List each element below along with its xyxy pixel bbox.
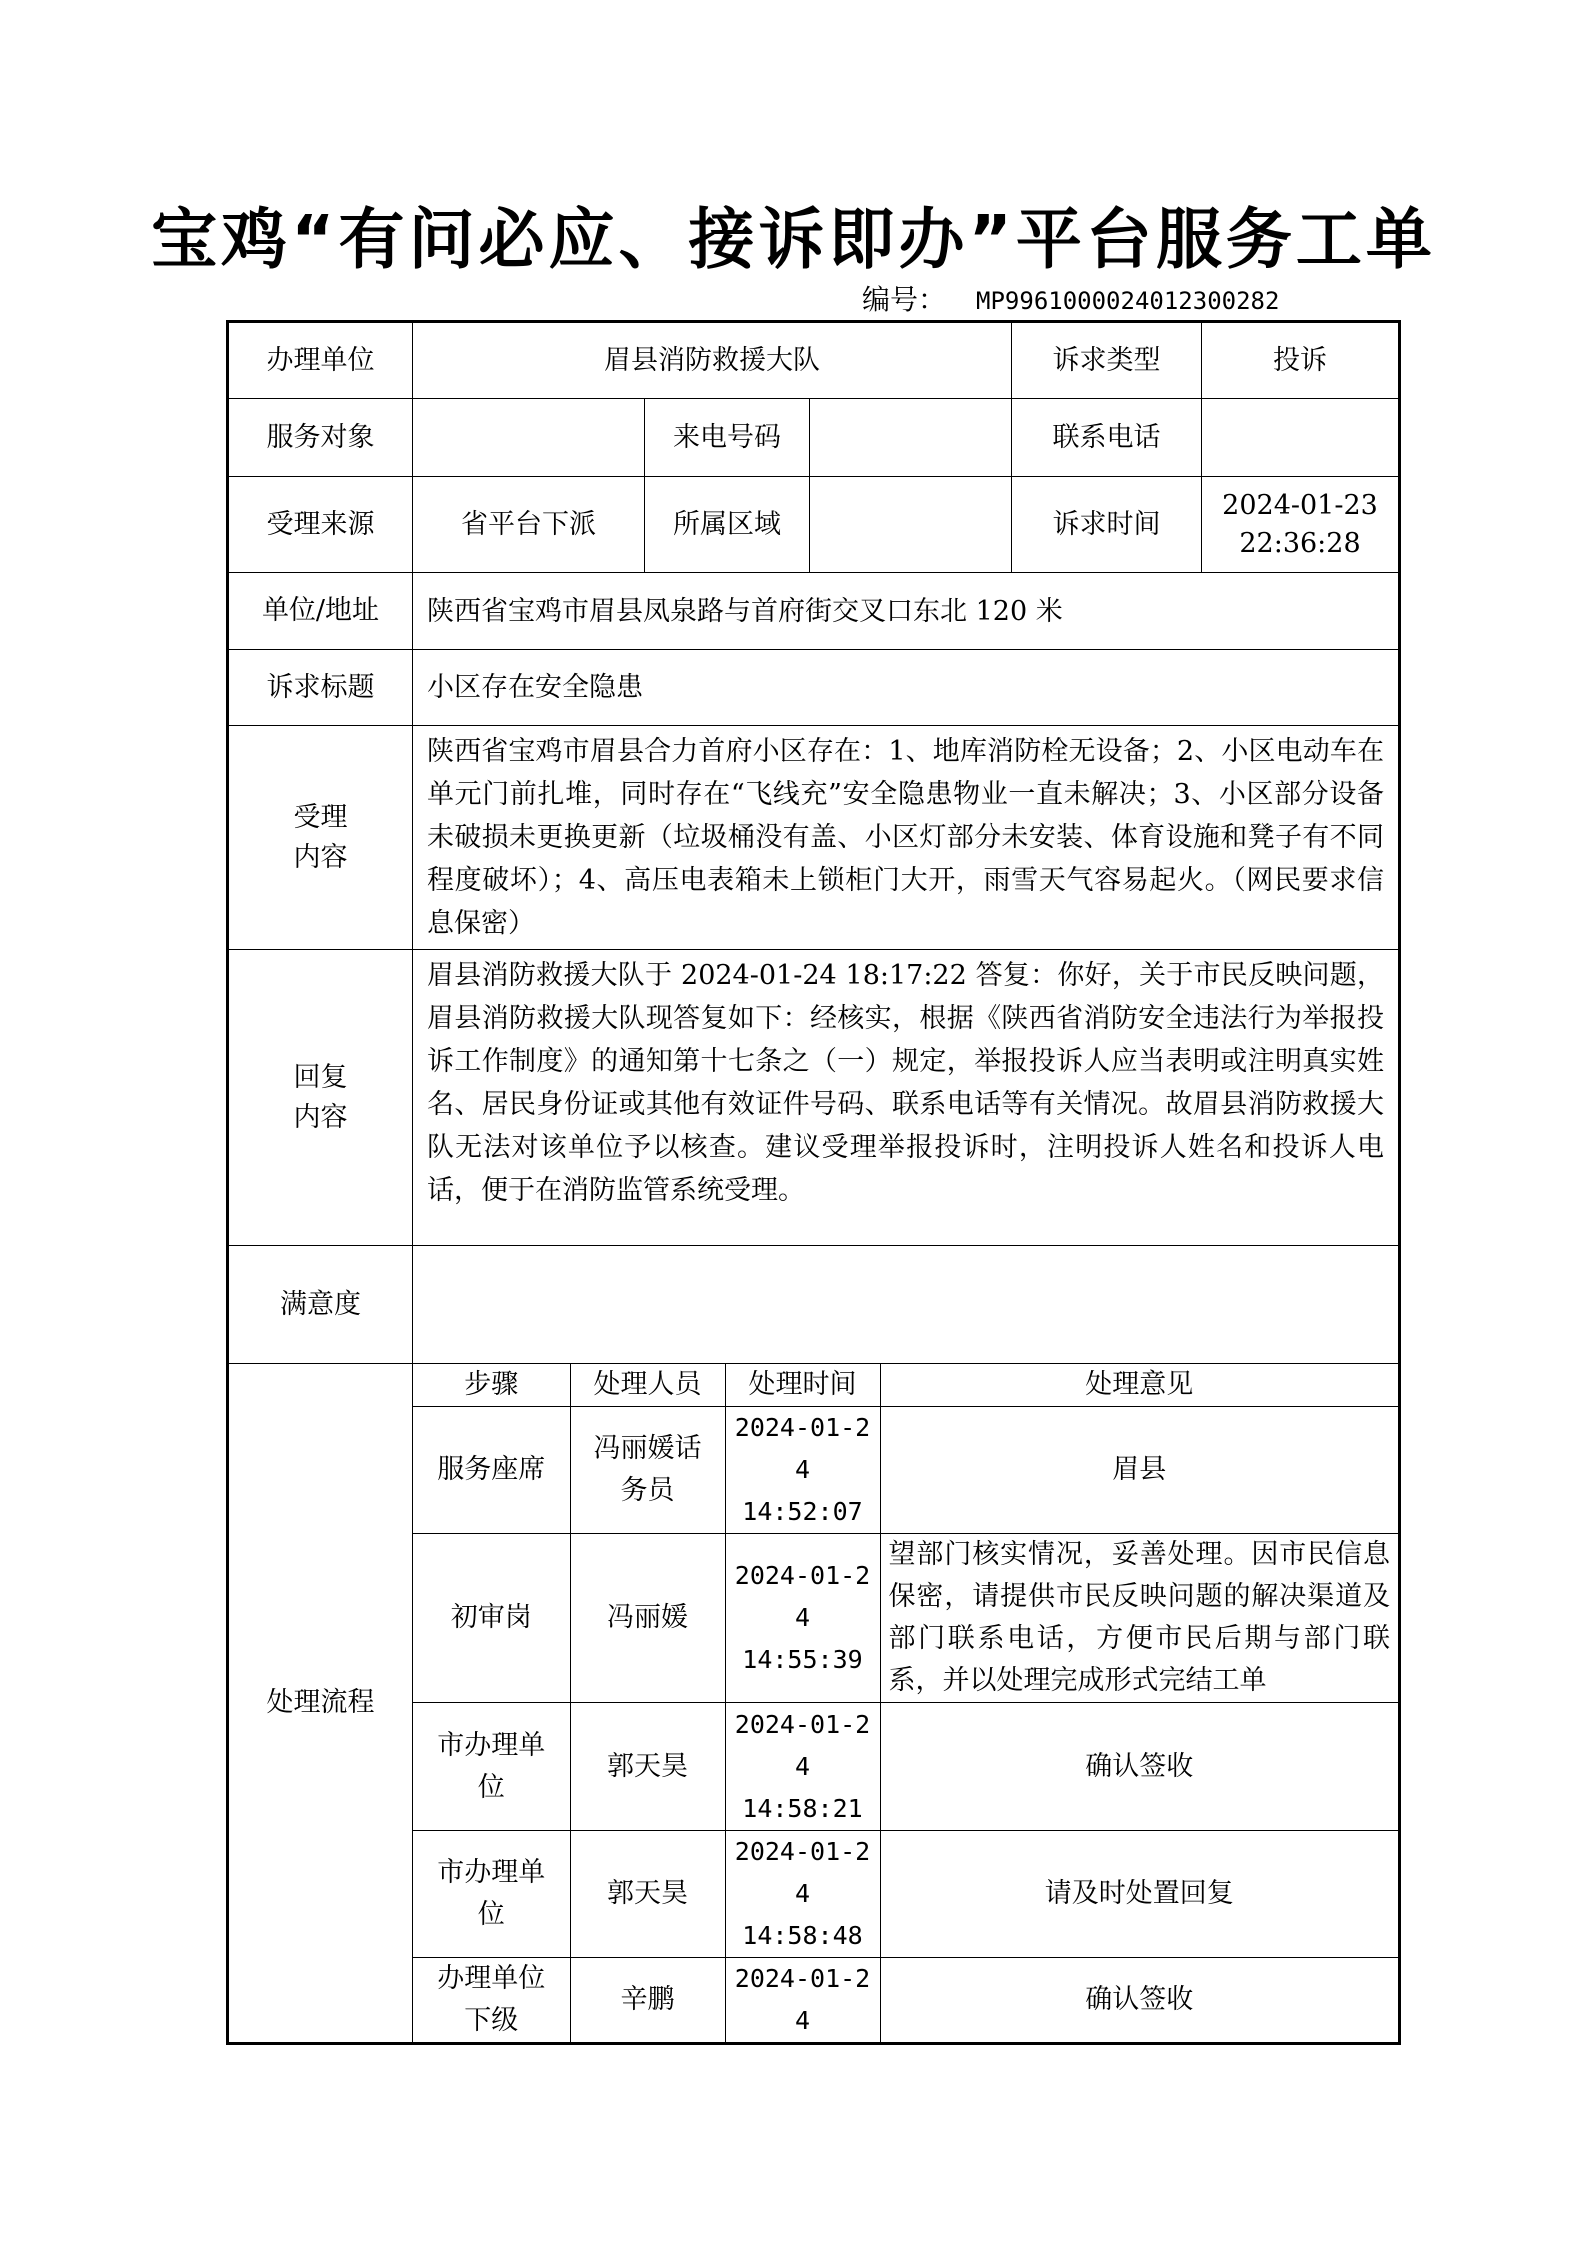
process-handler bbox=[570, 1407, 725, 1534]
satisfaction-value bbox=[413, 1246, 1400, 1364]
region-value bbox=[810, 477, 1012, 573]
satisfaction-label: 满意度 bbox=[228, 1246, 413, 1364]
process-row bbox=[413, 1534, 1398, 1703]
process-handler-line: 冯丽媛话 bbox=[593, 1433, 702, 1464]
process-handler-line: 辛鹏 bbox=[620, 1984, 675, 2015]
appeal-time-value bbox=[1202, 477, 1400, 573]
process-table bbox=[413, 1364, 1398, 2042]
process-time-line: 14:55:39 bbox=[742, 1645, 863, 1674]
process-step bbox=[413, 1958, 570, 2043]
appeal-title-label: 诉求标题 bbox=[228, 650, 413, 726]
page-title: 宝鸡“有问必应、接诉即办”平台服务工单 bbox=[151, 201, 1436, 278]
process-time-line: 4 bbox=[794, 1603, 811, 1632]
process-step-line: 办理单位 bbox=[437, 1963, 546, 1994]
caller-phone-value bbox=[810, 399, 1012, 477]
process-header-time: 处理时间 bbox=[725, 1364, 880, 1407]
process-handler bbox=[570, 1958, 725, 2043]
process-time-line: 2024-01-2 bbox=[734, 1964, 871, 1993]
process-handler bbox=[570, 1703, 725, 1831]
process-handler-line: 郭天昊 bbox=[607, 1878, 688, 1909]
work-order-table bbox=[226, 320, 1401, 2045]
process-time-line: 4 bbox=[794, 1879, 811, 1908]
process-step-line: 市办理单 bbox=[437, 1857, 546, 1888]
contact-phone-value bbox=[1202, 399, 1400, 477]
process-opinion: 望部门核实情况，妥善处理。因市民信息保密，请提供市民反映问题的解决渠道及部门联系电话，方便市民后期与部门联系，并以处理完成形式完结工单 bbox=[880, 1534, 1398, 1703]
process-time-line: 4 bbox=[794, 2006, 811, 2035]
process-time-line: 4 bbox=[794, 1751, 811, 1781]
address-value: 陕西省宝鸡市眉县凤泉路与首府街交叉口东北 120 米 bbox=[413, 573, 1400, 650]
process-row bbox=[413, 1703, 1398, 1831]
reply-content-value: 眉县消防救援大队于 2024-01-24 18:17:22 答复：你好，关于市民反映问题，眉县消防救援大队现答复如下：经核实，根据《陕西省消防安全违法行为举报投诉工作制度》的通知第十七条之（一）规定，举报投诉人应当表明或注明真实姓名、居民身份证或其他有效证件号码、联系电话等有关情况。故眉县消防救援大队无法对该单位予以核查。建议受理举报投诉时，注明投诉人姓名和投诉人电话，便于在消防监管系统受理。 bbox=[413, 950, 1400, 1246]
process-time bbox=[725, 1703, 880, 1831]
process-step-line: 位 bbox=[477, 1771, 505, 1803]
number-label: 编号： bbox=[862, 283, 947, 316]
appeal-time-clock: 22:36:28 bbox=[1239, 527, 1361, 559]
process-time bbox=[725, 1534, 880, 1703]
reply-content-label-line1: 回复 bbox=[293, 1061, 348, 1093]
process-row bbox=[413, 1958, 1398, 2043]
process-step bbox=[413, 1703, 570, 1831]
accept-content-label bbox=[228, 726, 413, 950]
process-step-line: 下级 bbox=[464, 2005, 519, 2036]
process-time-line: 14:52:07 bbox=[742, 1497, 863, 1526]
number-value: MP9961000024012300282 bbox=[976, 287, 1280, 315]
process-time-line: 4 bbox=[794, 1455, 811, 1484]
process-handler-line: 冯丽媛 bbox=[607, 1602, 688, 1633]
appeal-type-value: 投诉 bbox=[1202, 322, 1400, 399]
process-time-line: 2024-01-2 bbox=[734, 1709, 871, 1739]
appeal-title-value: 小区存在安全隐患 bbox=[413, 650, 1400, 726]
address-label: 单位/地址 bbox=[228, 573, 413, 650]
process-opinion: 确认签收 bbox=[880, 1958, 1398, 2043]
work-order-number bbox=[862, 282, 1279, 319]
process-opinion: 请及时处置回复 bbox=[880, 1831, 1398, 1958]
process-row bbox=[413, 1831, 1398, 1958]
process-step-line: 服务座席 bbox=[437, 1454, 546, 1485]
reply-content-label-line2: 内容 bbox=[293, 1101, 348, 1133]
process-step bbox=[413, 1407, 570, 1534]
process-step bbox=[413, 1831, 570, 1958]
process-opinion: 眉县 bbox=[880, 1407, 1398, 1534]
process-time-line: 2024-01-2 bbox=[734, 1413, 871, 1442]
accept-content-label-line1: 受理 bbox=[293, 801, 348, 833]
process-step-line: 初审岗 bbox=[450, 1602, 532, 1633]
contact-phone-label: 联系电话 bbox=[1012, 399, 1202, 477]
process-handler-line: 郭天昊 bbox=[607, 1750, 688, 1782]
process-opinion: 确认签收 bbox=[880, 1703, 1398, 1831]
process-handler-line: 务员 bbox=[620, 1475, 675, 1506]
process-time-line: 2024-01-2 bbox=[734, 1561, 871, 1590]
process-time-line: 2024-01-2 bbox=[734, 1837, 871, 1866]
process-handler bbox=[570, 1831, 725, 1958]
source-value: 省平台下派 bbox=[413, 477, 645, 573]
process-step-line: 位 bbox=[477, 1899, 505, 1930]
appeal-time-label: 诉求时间 bbox=[1012, 477, 1202, 573]
unit-value: 眉县消防救援大队 bbox=[413, 322, 1012, 399]
process-time bbox=[725, 1407, 880, 1534]
process-time bbox=[725, 1831, 880, 1958]
process-header-step: 步骤 bbox=[413, 1364, 570, 1407]
process-row bbox=[413, 1407, 1398, 1534]
process-cell bbox=[413, 1364, 1400, 2044]
process-handler bbox=[570, 1534, 725, 1703]
unit-label: 办理单位 bbox=[228, 322, 413, 399]
appeal-type-label: 诉求类型 bbox=[1012, 322, 1202, 399]
process-time-line: 14:58:21 bbox=[742, 1793, 863, 1823]
process-time-line: 14:58:48 bbox=[742, 1921, 863, 1950]
service-target-value bbox=[413, 399, 645, 477]
service-target-label: 服务对象 bbox=[228, 399, 413, 477]
process-label: 处理流程 bbox=[228, 1364, 413, 2044]
process-header-handler: 处理人员 bbox=[570, 1364, 725, 1407]
process-step bbox=[413, 1534, 570, 1703]
caller-phone-label: 来电号码 bbox=[645, 399, 810, 477]
appeal-time-date: 2024-01-23 bbox=[1222, 489, 1378, 521]
accept-content-value: 陕西省宝鸡市眉县合力首府小区存在：1、地库消防栓无设备；2、小区电动车在单元门前扎堆，同时存在“飞线充”安全隐患物业一直未解决；3、小区部分设备未破损未更换更新（垃圾桶没有盖、小区灯部分未安装、体育设施和凳子有不同程度破坏）；4、高压电表箱未上锁柜门大开，雨雪天气容易起火。（网民要求信息保密） bbox=[413, 726, 1400, 950]
region-label: 所属区域 bbox=[645, 477, 810, 573]
reply-content-label bbox=[228, 950, 413, 1246]
process-step-line: 市办理单 bbox=[437, 1729, 546, 1761]
accept-content-label-line2: 内容 bbox=[293, 841, 348, 873]
source-label: 受理来源 bbox=[228, 477, 413, 573]
process-time bbox=[725, 1958, 880, 2043]
process-header-opinion: 处理意见 bbox=[880, 1364, 1398, 1407]
process-rows bbox=[413, 1407, 1398, 2043]
